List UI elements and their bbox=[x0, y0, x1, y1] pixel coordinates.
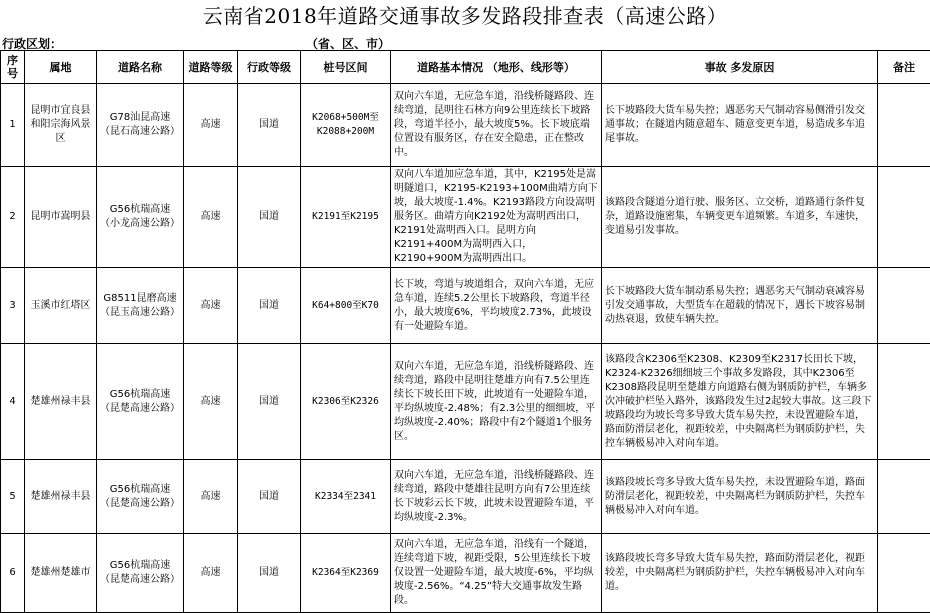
table-row bbox=[1, 344, 930, 460]
cell-road-grade: 高速 bbox=[184, 84, 238, 167]
table-row bbox=[1, 167, 930, 268]
cell-remark bbox=[878, 344, 930, 460]
cell-road-info: 双向八车道加应急车道，其中，K2195处是嵩明隧道口，K2195-K2193+100M曲靖方向下坡，最大坡度-1.4%。K2193路段方向设嵩明服务区。曲靖方向K2192处为嵩明西出口，K2191处嵩明西入口。昆明方向K2191+400M为嵩明西入口，K2190+900M为嵩明西出口。 bbox=[391, 167, 602, 268]
cell-road-name: G56杭瑞高速（昆楚高速公路） bbox=[97, 534, 184, 613]
table-row bbox=[1, 84, 930, 167]
header-cause: 事故 多发原因 bbox=[602, 51, 878, 84]
cell-road-grade: 高速 bbox=[184, 344, 238, 460]
cell-seq: 2 bbox=[1, 167, 25, 268]
page-title: 云南省2018年道路交通事故多发路段排查表（高速公路） bbox=[0, 0, 930, 33]
cell-cause: 该路段含隧道分道行驶、服务区、立交桥，道路通行条件复杂，道路设施密集，车辆变更车道频繁。车道多，车速快，变道易引发事故。 bbox=[602, 167, 878, 268]
cell-road-info: 双向六车道，无应急车道，沿线有一个隧道，连续弯道下坡，视距受限，5公里连续长下坡仅设置一处避险车道，最大坡度-6%，平均纵坡度-2.56%。“4.25”特大交通事故发生路段。 bbox=[391, 534, 602, 613]
cell-seq: 1 bbox=[1, 84, 25, 167]
cell-km-range: K2364至K2369 bbox=[301, 534, 391, 613]
cell-seq: 5 bbox=[1, 460, 25, 534]
cell-admin-grade: 国道 bbox=[238, 460, 301, 534]
header-row bbox=[1, 51, 930, 84]
cell-remark bbox=[878, 460, 930, 534]
header-road-grade: 道路等级 bbox=[184, 51, 238, 84]
cell-location: 昆明市嵩明县 bbox=[25, 167, 97, 268]
cell-road-grade: 高速 bbox=[184, 460, 238, 534]
header-location: 属地 bbox=[25, 51, 97, 84]
table-row bbox=[1, 534, 930, 613]
cell-km-range: K2306至K2326 bbox=[301, 344, 391, 460]
cell-road-name: G8511昆磨高速（昆玉高速公路） bbox=[97, 268, 184, 344]
cell-km-range: K2068+500M至K2088+200M bbox=[301, 84, 391, 167]
cell-remark bbox=[878, 534, 930, 613]
cell-road-info: 双向六车道，无应急车道，沿线桥隧路段、连续弯道，路段中昆明往楚雄方向有7.5公里连续长下坡长田下坡，此坡道有一处避险车道，平均纵坡度-2.48%；有2.3公里的细细坡，平均纵坡度-2.40%；路段中有2个隧道1个服务区。 bbox=[391, 344, 602, 460]
region-label: 行政区划： bbox=[2, 35, 62, 53]
cell-seq: 3 bbox=[1, 268, 25, 344]
cell-location: 昆明市宜良县和阳宗海风景区 bbox=[25, 84, 97, 167]
cell-seq: 4 bbox=[1, 344, 25, 460]
header-remark: 备注 bbox=[878, 51, 930, 84]
header-seq: 序号 bbox=[1, 51, 25, 84]
table-row bbox=[1, 268, 930, 344]
cell-admin-grade: 国道 bbox=[238, 344, 301, 460]
cell-cause: 长下坡路段大货车制动系易失控；遇恶劣天气制动衰减容易引发交通事故，大型货车在超载的情况下，遇长下坡容易制动热衰退，致使车辆失控。 bbox=[602, 268, 878, 344]
cell-admin-grade: 国道 bbox=[238, 167, 301, 268]
region-scope: （省、区、市） bbox=[306, 35, 390, 53]
cell-road-name: G56杭瑞高速（小龙高速公路） bbox=[97, 167, 184, 268]
cell-road-info: 双向六车道，无应急车道，沿线桥隧路段、连续弯道，昆明往石林方向9公里连续长下坡路段，弯道半径小，最大坡度5%。长下坡底端位置设有服务区，存在安全隐患，正在整改中。 bbox=[391, 84, 602, 167]
header-road-info: 道路基本情况 （地形、线形等） bbox=[391, 51, 602, 84]
table-row bbox=[1, 460, 930, 534]
cell-road-grade: 高速 bbox=[184, 167, 238, 268]
header-km-range: 桩号区间 bbox=[301, 51, 391, 84]
cell-road-name: G56杭瑞高速（昆楚高速公路） bbox=[97, 344, 184, 460]
cell-admin-grade: 国道 bbox=[238, 534, 301, 613]
cell-road-grade: 高速 bbox=[184, 534, 238, 613]
cell-admin-grade: 国道 bbox=[238, 84, 301, 167]
cell-location: 楚雄州禄丰县 bbox=[25, 344, 97, 460]
cell-km-range: K2191至K2195 bbox=[301, 167, 391, 268]
road-hazard-table bbox=[0, 50, 930, 613]
cell-remark bbox=[878, 268, 930, 344]
cell-road-info: 长下坡，弯道与坡道组合，双向六车道，无应急车道，连续5.2公里长下坡路段，弯道半径小，最大坡度6%，平均坡度2.73%，此坡设有一处避险车道。 bbox=[391, 268, 602, 344]
cell-admin-grade: 国道 bbox=[238, 268, 301, 344]
cell-cause: 长下坡路段大货车易失控；遇恶劣天气制动容易侧滑引发交通事故；在隧道内随意超车、随意变更车道，易造成多车追尾事故。 bbox=[602, 84, 878, 167]
cell-cause: 该路段坡长弯多导致大货车易失控，路面防滑层老化，视距较差，中央隔离栏为钢质防护栏，失控车辆极易冲入对向车道。 bbox=[602, 534, 878, 613]
cell-remark bbox=[878, 84, 930, 167]
cell-road-name: G78汕昆高速（昆石高速公路） bbox=[97, 84, 184, 167]
header-admin-grade: 行政等级 bbox=[238, 51, 301, 84]
cell-road-grade: 高速 bbox=[184, 268, 238, 344]
cell-road-name: G56杭瑞高速（昆楚高速公路） bbox=[97, 460, 184, 534]
cell-km-range: K2334至2341 bbox=[301, 460, 391, 534]
header-road-name: 道路名称 bbox=[97, 51, 184, 84]
cell-km-range: K64+800至K70 bbox=[301, 268, 391, 344]
cell-remark bbox=[878, 167, 930, 268]
cell-location: 楚雄州楚雄市 bbox=[25, 534, 97, 613]
cell-cause: 该路段含K2306至K2308、K2309至K2317长田长下坡，K2324-K2326细细坡三个事故多发路段，其中K2306至K2308路段昆明至楚雄方向道路右侧为钢质防护栏，车辆多次冲破护栏坠入路外，该路段发生过2起较大事故。这三段下坡路段均为坡长弯多导致大货车易失控，未设置避险车道，路面防滑层老化，视距较差，中央隔离栏为钢质防护栏，失控车辆极易冲入对向车道。 bbox=[602, 344, 878, 460]
cell-location: 楚雄州禄丰县 bbox=[25, 460, 97, 534]
cell-seq: 6 bbox=[1, 534, 25, 613]
cell-location: 玉溪市红塔区 bbox=[25, 268, 97, 344]
cell-cause: 该路段坡长弯多导致大货车易失控，未设置避险车道，路面防滑层老化，视距较差，中央隔离栏为钢质防护栏，失控车辆极易冲入对向车道。 bbox=[602, 460, 878, 534]
cell-road-info: 双向六车道，无应急车道，沿线桥隧路段、连续弯道，路段中楚雄往昆明方向有7公里连续长下坡彩云长下坡，此坡未设置避险车道，平均纵坡度-2.3%。 bbox=[391, 460, 602, 534]
